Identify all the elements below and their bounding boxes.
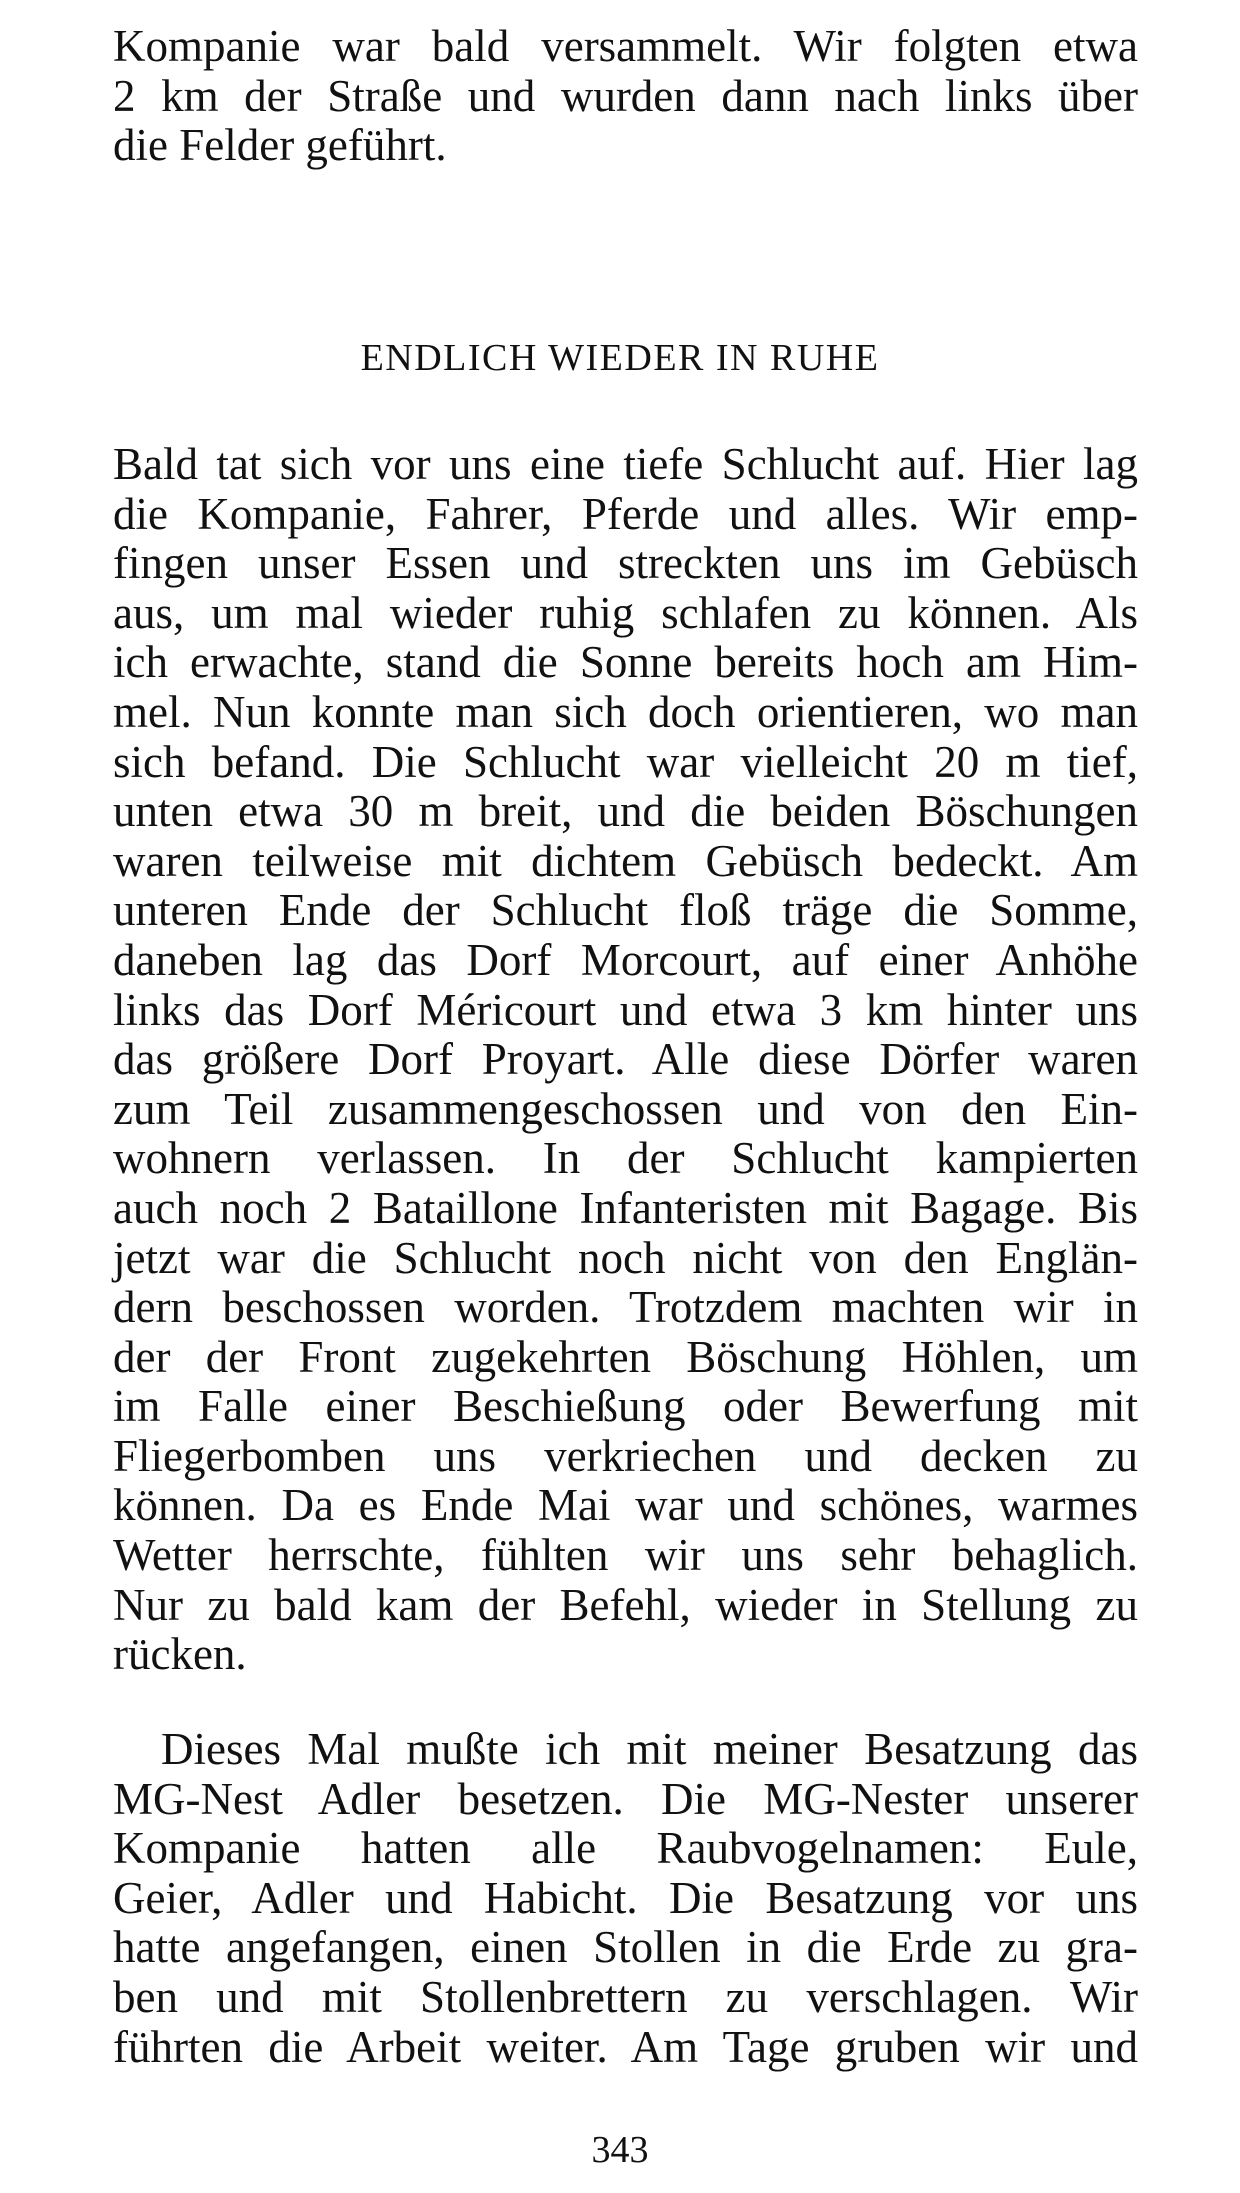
text-line: Fliegerbomben uns verkriechen und decken zu xyxy=(113,1430,1138,1481)
intro-paragraph xyxy=(113,22,1138,171)
text-line: die Kompanie, Fahrer, Pferde und alles. Wir emp- xyxy=(113,488,1138,539)
text-line: mel. Nun konnte man sich doch orientieren, wo man xyxy=(113,686,1138,737)
text-line: unten etwa 30 m breit, und die beiden Böschungen xyxy=(113,786,1138,837)
text-line: sich befand. Die Schlucht war vielleicht 20 m tief, xyxy=(113,736,1138,787)
text-line: links das Dorf Méricourt und etwa 3 km hinter uns xyxy=(113,984,1138,1035)
text-line: jetzt war die Schlucht noch nicht von den Englän- xyxy=(113,1232,1138,1283)
text-line: waren teilweise mit dichtem Gebüsch bedeckt. Am xyxy=(113,835,1138,886)
text-line: Bald tat sich vor uns eine tiefe Schlucht auf. Hier lag xyxy=(113,439,1138,489)
text-line: Kompanie war bald versammelt. Wir folgten etwa xyxy=(113,21,1138,71)
paragraph-2 xyxy=(113,1725,1138,2072)
paragraph-1 xyxy=(113,440,1138,1680)
text-line: die Felder geführt. xyxy=(113,120,447,171)
text-line: können. Da es Ende Mai war und schönes, warmes xyxy=(113,1480,1138,1531)
text-line: führten die Arbeit weiter. Am Tage gruben wir und xyxy=(113,2021,1138,2072)
text-line: fingen unser Essen und streckten uns im Gebüsch xyxy=(113,538,1138,589)
text-line: dern beschossen worden. Trotzdem machten wir in xyxy=(113,1282,1138,1333)
text-line: im Falle einer Beschießung oder Bewerfung mit xyxy=(113,1381,1138,1432)
text-line: zum Teil zusammengeschossen und von den Ein- xyxy=(113,1083,1138,1134)
text-line: Nur zu bald kam der Befehl, wieder in Stellung zu xyxy=(113,1579,1138,1630)
text-line: 2 km der Straße und wurden dann nach links über xyxy=(113,70,1138,121)
text-line: wohnern verlassen. In der Schlucht kampierten xyxy=(113,1133,1138,1184)
text-line: Wetter herrschte, fühlten wir uns sehr behaglich. xyxy=(113,1530,1138,1581)
text-line: daneben lag das Dorf Morcourt, auf einer Anhöhe xyxy=(113,934,1138,985)
text-line: hatte angefangen, einen Stollen in die Erde zu gra- xyxy=(113,1922,1138,1973)
section-heading: ENDLICH WIEDER IN RUHE xyxy=(360,337,880,379)
text-line: der der Front zugekehrten Böschung Höhlen, um xyxy=(113,1331,1138,1382)
text-line: das größere Dorf Proyart. Alle diese Dörfer waren xyxy=(113,1034,1138,1085)
text-line: ich erwachte, stand die Sonne bereits hoch am Him- xyxy=(113,637,1138,688)
text-line: unteren Ende der Schlucht floß träge die Somme, xyxy=(113,885,1138,936)
text-line: Kompanie hatten alle Raubvogelnamen: Eule, xyxy=(113,1823,1138,1874)
text-line: auch noch 2 Bataillone Infanteristen mit Bagage. Bis xyxy=(113,1182,1138,1233)
text-line: ben und mit Stollenbrettern zu verschlagen. Wir xyxy=(113,1971,1138,2022)
text-line: Dieses Mal mußte ich mit meiner Besatzung das xyxy=(161,1724,1138,1774)
text-line: MG-Nest Adler besetzen. Die MG-Nester unserer xyxy=(113,1773,1138,1824)
text-line: rücken. xyxy=(113,1629,247,1680)
text-line: aus, um mal wieder ruhig schlafen zu können. Als xyxy=(113,587,1138,638)
text-line: Geier, Adler und Habicht. Die Besatzung vor uns xyxy=(113,1872,1138,1923)
page-number: 343 xyxy=(591,2129,649,2171)
